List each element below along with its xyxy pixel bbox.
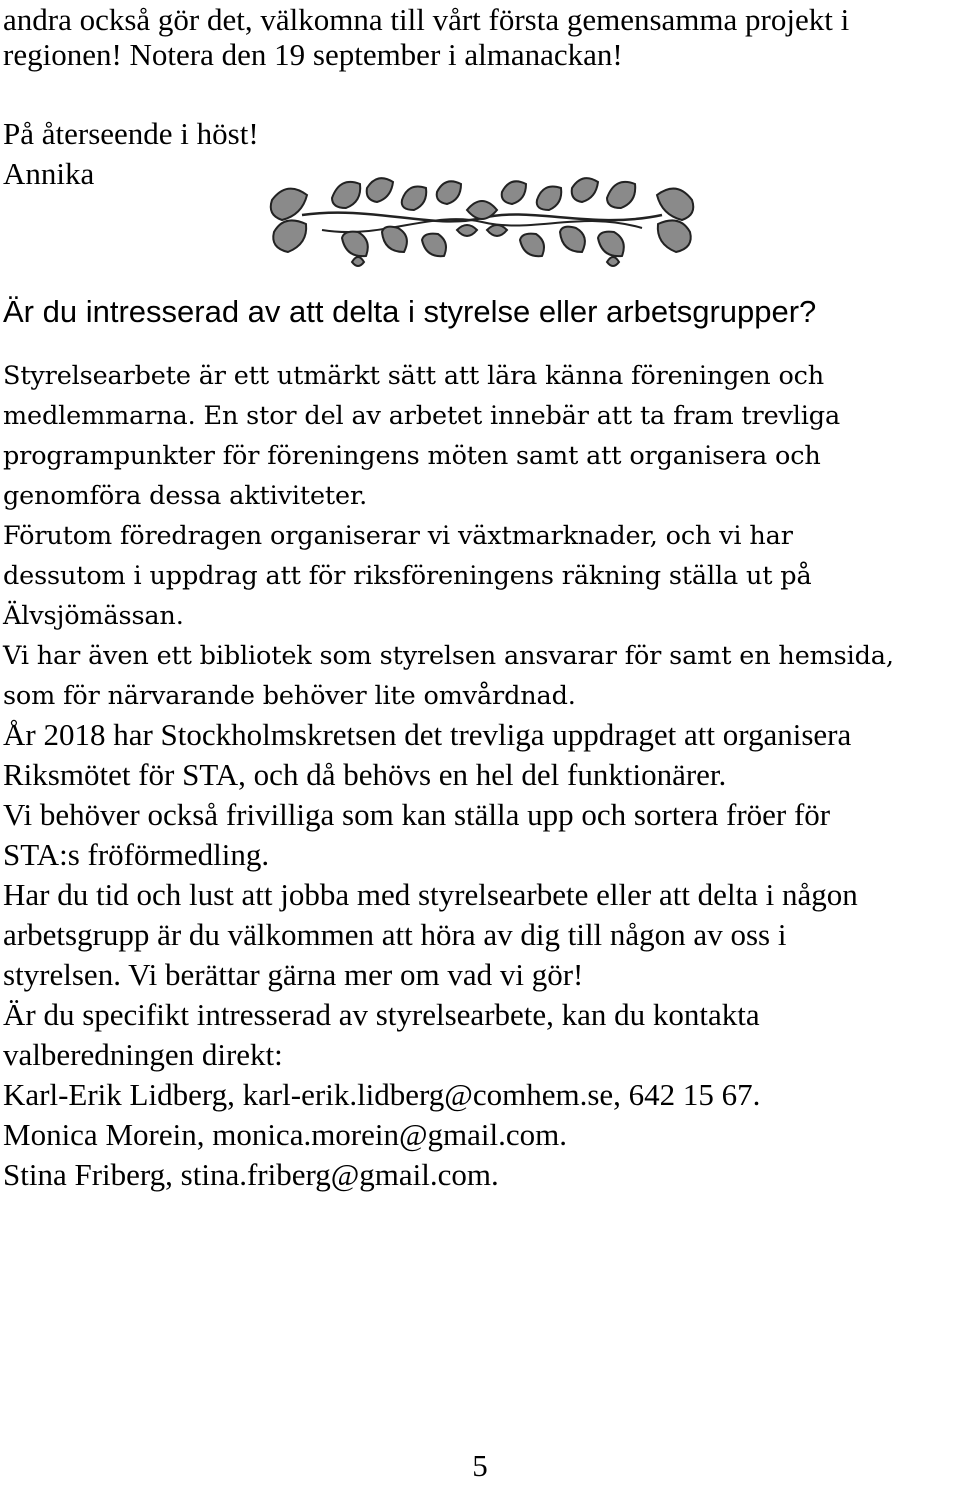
section-heading: Är du intresserad av att delta i styrelse eller arbetsgrupper? [3, 294, 817, 329]
contact-line: Stina Friberg, stina.friberg@gmail.com. [3, 1157, 499, 1192]
paragraph-line: Älvsjömässan. [3, 601, 184, 631]
paragraph-line: Är du specifikt intresserad av styrelsearbete, kan du kontakta [3, 997, 760, 1032]
contact-line: Karl-Erik Lidberg, karl-erik.lidberg@comhem.se, 642 15 67. [3, 1077, 761, 1112]
paragraph-line: Har du tid och lust att jobba med styrelsearbete eller att delta i någon [3, 877, 858, 912]
floral-vine-ornament-icon [262, 170, 702, 270]
contact-line: Monica Morein, monica.morein@gmail.com. [3, 1117, 568, 1152]
paragraph-line: Riksmötet för STA, och då behövs en hel del funktionärer. [3, 757, 727, 792]
paragraph-line: som för närvarande behöver lite omvårdnad. [3, 681, 576, 711]
signature-text: Annika [3, 156, 95, 191]
paragraph-line: Förutom föredragen organiserar vi växtmarknader, och vi har [3, 521, 793, 551]
paragraph-line: arbetsgrupp är du välkommen att höra av dig till någon av oss i [3, 917, 787, 952]
paragraph-line: programpunkter för föreningens möten samt att organisera och [3, 441, 821, 471]
paragraph-line: År 2018 har Stockholmskretsen det trevliga uppdraget att organisera [3, 717, 852, 752]
paragraph-line: valberedningen direkt: [3, 1037, 283, 1072]
paragraph-line: styrelsen. Vi berättar gärna mer om vad vi gör! [3, 957, 584, 992]
page-number: 5 [472, 1448, 488, 1483]
paragraph-line: Vi har även ett bibliotek som styrelsen ansvarar för samt en hemsida, [3, 641, 894, 671]
paragraph-line: genomföra dessa aktiviteter. [3, 481, 368, 511]
paragraph-line: STA:s fröförmedling. [3, 837, 270, 872]
intro-line: regionen! Notera den 19 september i almanackan! [3, 37, 623, 72]
farewell-text: På återseende i höst! [3, 116, 259, 151]
paragraph-line: medlemmarna. En stor del av arbetet innebär att ta fram trevliga [3, 401, 841, 431]
paragraph-line: Vi behöver också frivilliga som kan ställa upp och sortera fröer för [3, 797, 831, 832]
paragraph-line: Styrelsearbete är ett utmärkt sätt att lära känna föreningen och [3, 361, 825, 391]
intro-line: andra också gör det, välkomna till vårt första gemensamma projekt i [3, 2, 850, 37]
paragraph-line: dessutom i uppdrag att för riksföreningens räkning ställa ut på [3, 561, 812, 591]
